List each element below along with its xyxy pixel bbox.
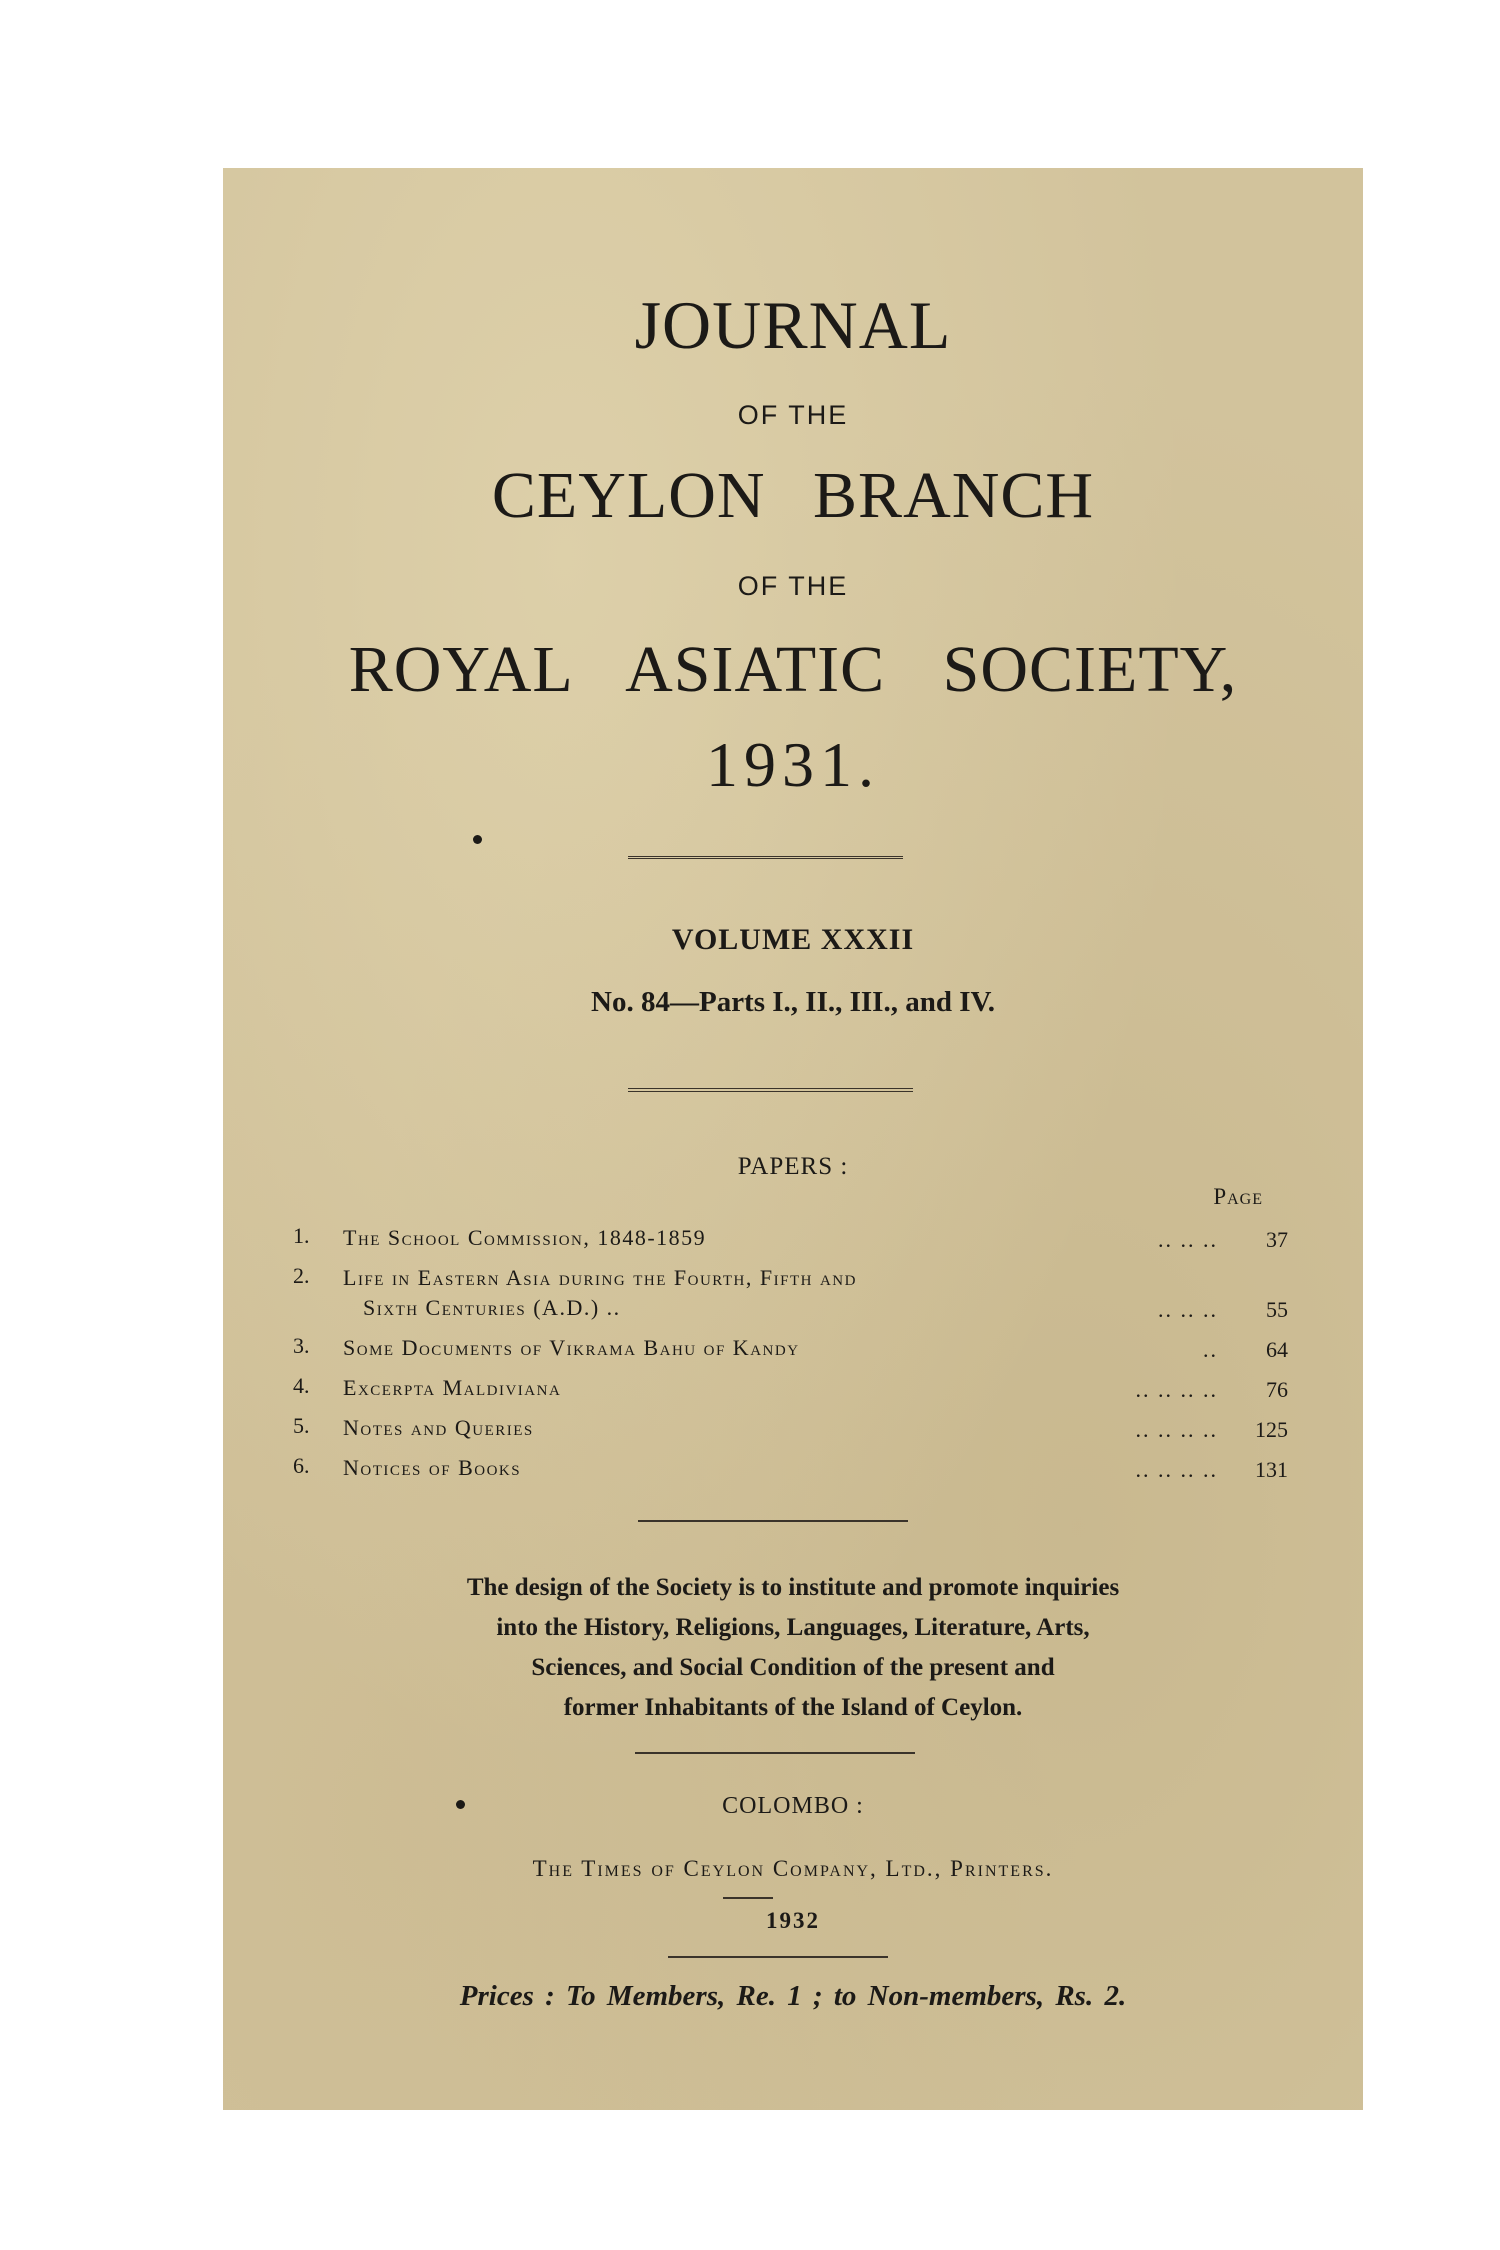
toc-item <box>293 1413 1288 1443</box>
divider <box>668 1956 888 1958</box>
toc-title: Notes and Queries <box>343 1415 534 1440</box>
toc-title <box>343 1263 1288 1323</box>
design-line: The design of the Society is to institute and promote inquiries <box>466 1574 1120 1601</box>
table-of-contents <box>293 1223 1288 1493</box>
toc-item <box>293 1333 1288 1363</box>
toc-number: 6. <box>293 1453 310 1478</box>
divider <box>628 1088 913 1092</box>
journal-cover <box>223 168 1363 2110</box>
journal-year: 1931. <box>706 729 880 800</box>
toc-page: 125 <box>1255 1417 1288 1442</box>
divider <box>638 1520 908 1522</box>
design-line: into the History, Religions, Languages, Literature, Arts, <box>496 1614 1090 1641</box>
toc-title-line: Life in Eastern Asia during the Fourth, Fifth and <box>343 1265 857 1290</box>
branch-title: CEYLON BRANCH <box>491 459 1095 532</box>
toc-page: 131 <box>1255 1457 1288 1482</box>
publication-place: COLOMBO : <box>722 1793 864 1819</box>
toc-page: 37 <box>1266 1227 1288 1252</box>
toc-page: 76 <box>1266 1377 1288 1402</box>
toc-number: 1. <box>293 1223 310 1248</box>
toc-item <box>293 1453 1288 1483</box>
toc-title: The School Commission, 1848-1859 <box>343 1225 707 1250</box>
toc-title: Some Documents of Vikrama Bahu of Kandy <box>343 1335 800 1360</box>
toc-title-line: Sixth Centuries (A.D.) .. <box>363 1295 621 1320</box>
page-column-heading: Page <box>1213 1184 1263 1209</box>
ink-speck <box>473 835 482 844</box>
printer-name: The Times of Ceylon Company, Ltd., Printers. <box>532 1856 1054 1881</box>
design-line: Sciences, and Social Condition of the present and <box>531 1654 1055 1681</box>
toc-number: 5. <box>293 1413 310 1438</box>
society-design-statement <box>223 1568 1363 1728</box>
journal-title: JOURNAL <box>634 287 952 363</box>
prices-line: Prices : To Members, Re. 1 ; to Non-members, Rs. 2. <box>459 1980 1127 2012</box>
toc-leader: .. .. .. .. <box>1135 1377 1218 1402</box>
toc-item <box>293 1263 1288 1323</box>
volume-label: VOLUME XXXII <box>671 923 915 956</box>
imprint-year: 1932 <box>766 1908 820 1933</box>
toc-title: Excerpta Maldiviana <box>343 1375 562 1400</box>
toc-leader: .. <box>1203 1337 1218 1362</box>
divider <box>635 1752 915 1754</box>
toc-item <box>293 1223 1288 1253</box>
papers-heading: PAPERS : <box>737 1153 849 1180</box>
toc-number: 4. <box>293 1373 310 1398</box>
of-the-text: OF THE <box>737 400 849 430</box>
toc-page: 64 <box>1266 1337 1288 1362</box>
divider <box>628 856 903 859</box>
toc-number: 2. <box>293 1263 310 1288</box>
toc-leader: .. .. .. .. <box>1135 1457 1218 1482</box>
issue-number: No. 84—Parts I., II., III., and IV. <box>591 986 995 1018</box>
toc-item <box>293 1373 1288 1403</box>
toc-page: 55 <box>1266 1297 1288 1322</box>
of-the-text: OF THE <box>737 571 849 601</box>
divider <box>723 1897 773 1899</box>
toc-title: Notices of Books <box>343 1455 522 1480</box>
toc-leader: .. .. .. <box>1158 1227 1218 1252</box>
toc-leader: .. .. .. .. <box>1135 1417 1218 1442</box>
toc-number: 3. <box>293 1333 310 1358</box>
society-title: ROYAL ASIATIC SOCIETY, <box>348 633 1238 706</box>
design-line: former Inhabitants of the Island of Ceylon. <box>563 1694 1023 1721</box>
toc-leader: .. .. .. <box>1158 1297 1218 1322</box>
